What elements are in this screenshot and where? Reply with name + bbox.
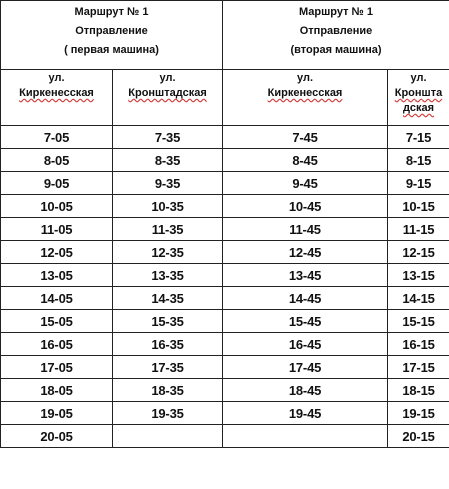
time-cell: 16-35 xyxy=(113,333,223,356)
table-row xyxy=(1,333,449,356)
time-cell: 18-05 xyxy=(1,379,113,402)
time-cell: 9-45 xyxy=(223,172,388,195)
departure-label: Отправление xyxy=(299,25,373,37)
time-cell: 10-35 xyxy=(113,195,223,218)
street-name: Кронштадская xyxy=(394,87,443,114)
time-cell: 11-35 xyxy=(113,218,223,241)
time-cell: 15-35 xyxy=(113,310,223,333)
table-row xyxy=(1,195,449,218)
street-name: Кронштадская xyxy=(128,87,207,99)
time-cell: 13-05 xyxy=(1,264,113,287)
time-cell: 19-15 xyxy=(388,402,449,425)
time-cell: 16-15 xyxy=(388,333,449,356)
time-cell: 9-35 xyxy=(113,172,223,195)
time-cell: 8-15 xyxy=(388,149,449,172)
time-cell: 15-45 xyxy=(223,310,388,333)
table-row xyxy=(1,126,449,149)
time-cell: 12-35 xyxy=(113,241,223,264)
table-row xyxy=(1,402,449,425)
time-cell: 9-05 xyxy=(1,172,113,195)
time-cell: 19-35 xyxy=(113,402,223,425)
time-cell: 13-15 xyxy=(388,264,449,287)
time-cell: 19-45 xyxy=(223,402,388,425)
table-row xyxy=(1,287,449,310)
time-cell: 14-05 xyxy=(1,287,113,310)
time-cell: 8-45 xyxy=(223,149,388,172)
route-title: Маршрут № 1 xyxy=(298,6,373,18)
time-cell: 13-35 xyxy=(113,264,223,287)
departure-label: Отправление xyxy=(75,25,148,37)
time-cell: 14-15 xyxy=(388,287,449,310)
table-row xyxy=(1,172,449,195)
street-name: Киркенесская xyxy=(19,87,94,99)
table-row xyxy=(1,149,449,172)
time-cell: 11-45 xyxy=(223,218,388,241)
time-cell: 10-15 xyxy=(388,195,449,218)
table-row xyxy=(1,264,449,287)
time-cell: 17-05 xyxy=(1,356,113,379)
machine-label: (вторая машина) xyxy=(290,44,382,56)
time-cell: 19-05 xyxy=(1,402,113,425)
time-cell: 7-45 xyxy=(223,126,388,149)
table-row xyxy=(1,218,449,241)
time-cell: 11-05 xyxy=(1,218,113,241)
time-cell: 16-45 xyxy=(223,333,388,356)
group-header-second-machine xyxy=(223,1,449,70)
street-header-row xyxy=(1,70,449,126)
time-cell: 17-15 xyxy=(388,356,449,379)
time-cell xyxy=(113,425,223,448)
time-cell: 18-45 xyxy=(223,379,388,402)
time-cell: 8-05 xyxy=(1,149,113,172)
time-cell xyxy=(223,425,388,448)
time-cell: 7-15 xyxy=(388,126,449,149)
time-cell: 14-35 xyxy=(113,287,223,310)
group-header-row xyxy=(1,1,449,70)
group-header-first-machine xyxy=(1,1,223,70)
street-header xyxy=(1,70,113,126)
time-cell: 15-15 xyxy=(388,310,449,333)
time-cell: 16-05 xyxy=(1,333,113,356)
street-header xyxy=(388,70,449,126)
time-cell: 9-15 xyxy=(388,172,449,195)
table-row xyxy=(1,241,449,264)
table-row xyxy=(1,310,449,333)
time-cell: 20-05 xyxy=(1,425,113,448)
time-cell: 18-15 xyxy=(388,379,449,402)
table-row xyxy=(1,379,449,402)
street-prefix: ул. xyxy=(296,72,314,84)
street-prefix: ул. xyxy=(159,72,176,84)
time-cell: 12-45 xyxy=(223,241,388,264)
time-cell: 8-35 xyxy=(113,149,223,172)
table-row xyxy=(1,425,449,448)
time-cell: 20-15 xyxy=(388,425,449,448)
time-cell: 12-05 xyxy=(1,241,113,264)
time-cell: 15-05 xyxy=(1,310,113,333)
time-cell: 18-35 xyxy=(113,379,223,402)
street-header xyxy=(113,70,223,126)
street-header xyxy=(223,70,388,126)
time-cell: 17-35 xyxy=(113,356,223,379)
time-cell: 13-45 xyxy=(223,264,388,287)
time-cell: 17-45 xyxy=(223,356,388,379)
time-cell: 12-15 xyxy=(388,241,449,264)
street-prefix: ул. xyxy=(410,72,427,84)
time-cell: 10-05 xyxy=(1,195,113,218)
street-prefix: ул. xyxy=(48,72,65,84)
time-cell: 10-45 xyxy=(223,195,388,218)
machine-label: ( первая машина) xyxy=(64,44,159,56)
route-title: Маршрут № 1 xyxy=(74,6,149,18)
table-row xyxy=(1,356,449,379)
time-cell: 7-35 xyxy=(113,126,223,149)
time-cell: 11-15 xyxy=(388,218,449,241)
time-cell: 14-45 xyxy=(223,287,388,310)
street-name: Киркенесская xyxy=(267,87,343,99)
timetable-body xyxy=(1,126,449,448)
time-cell: 7-05 xyxy=(1,126,113,149)
